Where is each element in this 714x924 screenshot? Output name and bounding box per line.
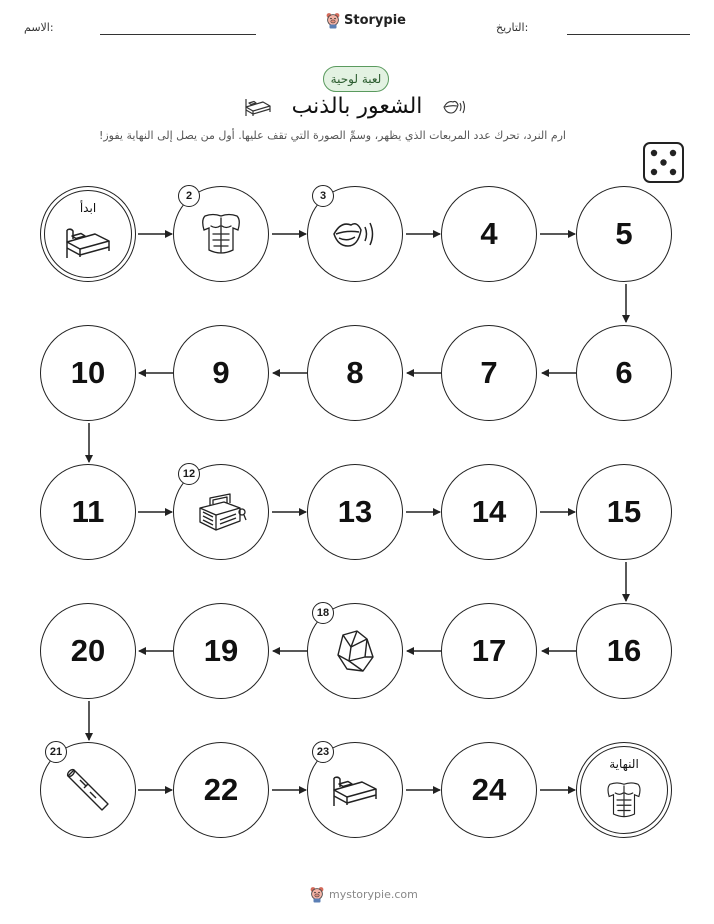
board-square-14[interactable] (441, 464, 537, 560)
end-label: النهاية (609, 757, 639, 771)
board-square-15[interactable] (576, 464, 672, 560)
torso-icon (604, 779, 644, 821)
mouth-icon (331, 216, 379, 252)
board-square-11[interactable] (40, 464, 136, 560)
square-number: 11 (71, 494, 105, 529)
square-number: 6 (615, 355, 633, 390)
square-number-badge: 2 (178, 185, 200, 207)
board-square-5[interactable] (576, 186, 672, 282)
square-number: 20 (70, 633, 106, 668)
instructions: ارم النرد، تحرك عدد المربعات الذي يظهر، وسمِّ الصورة التي تقف عليها. أول من يصل إلى النهاية يفوز! (98, 129, 566, 142)
board-square-17[interactable] (441, 603, 537, 699)
stick-icon (60, 762, 116, 818)
bed-icon (330, 770, 380, 810)
square-number-badge: 12 (178, 463, 200, 485)
page-title: الشعور بالذنب (291, 94, 423, 119)
pig-mascot-icon (309, 886, 325, 903)
board-square-3[interactable] (307, 186, 403, 282)
square-number: 19 (203, 633, 239, 668)
square-number: 8 (346, 355, 364, 390)
square-number-badge: 21 (45, 741, 67, 763)
square-number: 4 (480, 216, 498, 251)
board-square-7[interactable] (441, 325, 537, 421)
board-square-6[interactable] (576, 325, 672, 421)
board-square-22[interactable] (173, 742, 269, 838)
square-number: 10 (70, 355, 106, 390)
footer (309, 886, 418, 903)
rock-icon (333, 627, 377, 675)
brand-name: Storypie (344, 13, 406, 28)
toolbox-icon (194, 490, 248, 534)
board-square-9[interactable] (173, 325, 269, 421)
square-number: 15 (606, 494, 642, 529)
square-number: 7 (480, 355, 498, 390)
board-square-4[interactable] (441, 186, 537, 282)
bed-icon (63, 222, 113, 262)
board-square-24[interactable] (441, 742, 537, 838)
square-number: 17 (471, 633, 507, 668)
footer-url[interactable]: mystorypie.com (329, 888, 418, 901)
board-square-start[interactable] (40, 186, 136, 282)
square-number: 22 (203, 772, 239, 807)
name-label: الاسم: (24, 21, 54, 34)
board-square-10[interactable] (40, 325, 136, 421)
board-square-13[interactable] (307, 464, 403, 560)
board-square-19[interactable] (173, 603, 269, 699)
start-label: ابدأ (79, 201, 97, 215)
board-square-end[interactable] (576, 742, 672, 838)
square-number: 16 (606, 633, 642, 668)
square-number-badge: 3 (312, 185, 334, 207)
board-square-12[interactable] (173, 464, 269, 560)
board-square-20[interactable] (40, 603, 136, 699)
board-square-21[interactable] (40, 742, 136, 838)
date-label: التاريخ: (496, 21, 529, 34)
game-type-badge: لعبة لوحية (323, 66, 389, 92)
board-square-16[interactable] (576, 603, 672, 699)
board-square-18[interactable] (307, 603, 403, 699)
board-square-23[interactable] (307, 742, 403, 838)
board-square-2[interactable] (173, 186, 269, 282)
square-number: 13 (337, 494, 373, 529)
square-number: 9 (212, 355, 230, 390)
square-number-badge: 23 (312, 741, 334, 763)
square-number: 24 (471, 772, 507, 807)
square-number-badge: 18 (312, 602, 334, 624)
square-number: 14 (471, 494, 507, 529)
torso-icon (199, 210, 243, 258)
square-number: 5 (615, 216, 633, 251)
board-square-8[interactable] (307, 325, 403, 421)
